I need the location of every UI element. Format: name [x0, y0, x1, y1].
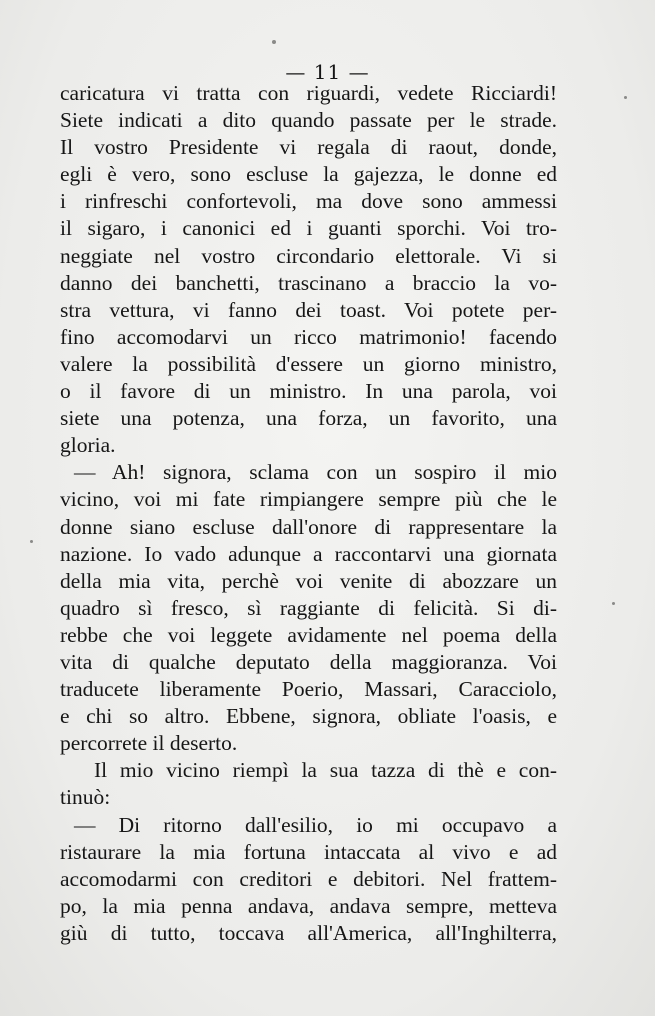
text-line: nazione. Io vado adunque a raccontarvi una giornata	[60, 541, 557, 566]
text-line: il sigaro, i canonici ed i guanti sporchi. Voi tro-	[60, 216, 557, 241]
text-line: gloria.	[60, 433, 116, 458]
paper-speck	[30, 540, 33, 543]
text-line: percorrete il deserto.	[60, 731, 238, 756]
text-line: valere la possibilità d'essere un giorno ministro,	[60, 351, 557, 376]
text-line: della mia vita, perchè voi venite di abozzare un	[60, 568, 557, 593]
text-line: rebbe che voi leggete avidamente nel poema della	[60, 622, 557, 647]
text-line: e chi so altro. Ebbene, signora, obliate l'oasis, e	[60, 704, 557, 729]
page-number: — 11 —	[285, 60, 370, 84]
text-line: siete una potenza, una forza, un favorito, una	[60, 406, 557, 431]
text-line: traducete liberamente Poerio, Massari, Caracciolo,	[60, 677, 557, 702]
text-line: ristaurare la mia fortuna intaccata al vivo e ad	[60, 839, 557, 864]
body-text	[60, 80, 557, 947]
text-line: po, la mia penna andava, andava sempre, metteva	[60, 893, 557, 918]
paper-speck	[612, 602, 615, 605]
text-line: o il favore di un ministro. In una parola, voi	[60, 379, 557, 404]
text-line: giù di tutto, toccava all'America, all'Inghilterra,	[60, 920, 557, 945]
text-line: Siete indicati a dito quando passate per le strade.	[60, 108, 557, 133]
paper-speck	[272, 40, 276, 44]
text-line: tinuò:	[60, 785, 111, 810]
text-line: stra vettura, vi fanno dei toast. Voi potete per-	[60, 297, 557, 322]
text-line: neggiate nel vostro circondario elettorale. Vi si	[60, 243, 557, 268]
text-line: vita di qualche deputato della maggioranza. Voi	[60, 649, 557, 674]
text-line: Il mio vicino riempì la sua tazza di thè e con-	[94, 758, 557, 783]
text-line: vicino, voi mi fate rimpiangere sempre più che le	[60, 487, 557, 512]
text-line: — Ah! signora, sclama con un sospiro il mio	[74, 460, 557, 485]
text-line: fino accomodarvi un ricco matrimonio! facendo	[60, 324, 557, 349]
text-line: Il vostro Presidente vi regala di raout, donde,	[60, 135, 557, 160]
paper-speck	[624, 96, 627, 99]
text-line: caricatura vi tratta con riguardi, vedete Ricciardi!	[60, 81, 557, 105]
text-line: egli è vero, sono escluse la gajezza, le donne ed	[60, 162, 557, 187]
text-line: quadro sì fresco, sì raggiante di felicità. Si di-	[60, 595, 557, 620]
text-line: donne siano escluse dall'onore di rappresentare la	[60, 514, 557, 539]
text-line: i rinfreschi confortevoli, ma dove sono ammessi	[60, 189, 557, 214]
text-line: — Di ritorno dall'esilio, io mi occupavo a	[74, 812, 557, 837]
text-line: accomodarmi con creditori e debitori. Nel frattem-	[60, 866, 557, 891]
text-line: danno dei banchetti, trascinano a braccio la vo-	[60, 270, 557, 295]
